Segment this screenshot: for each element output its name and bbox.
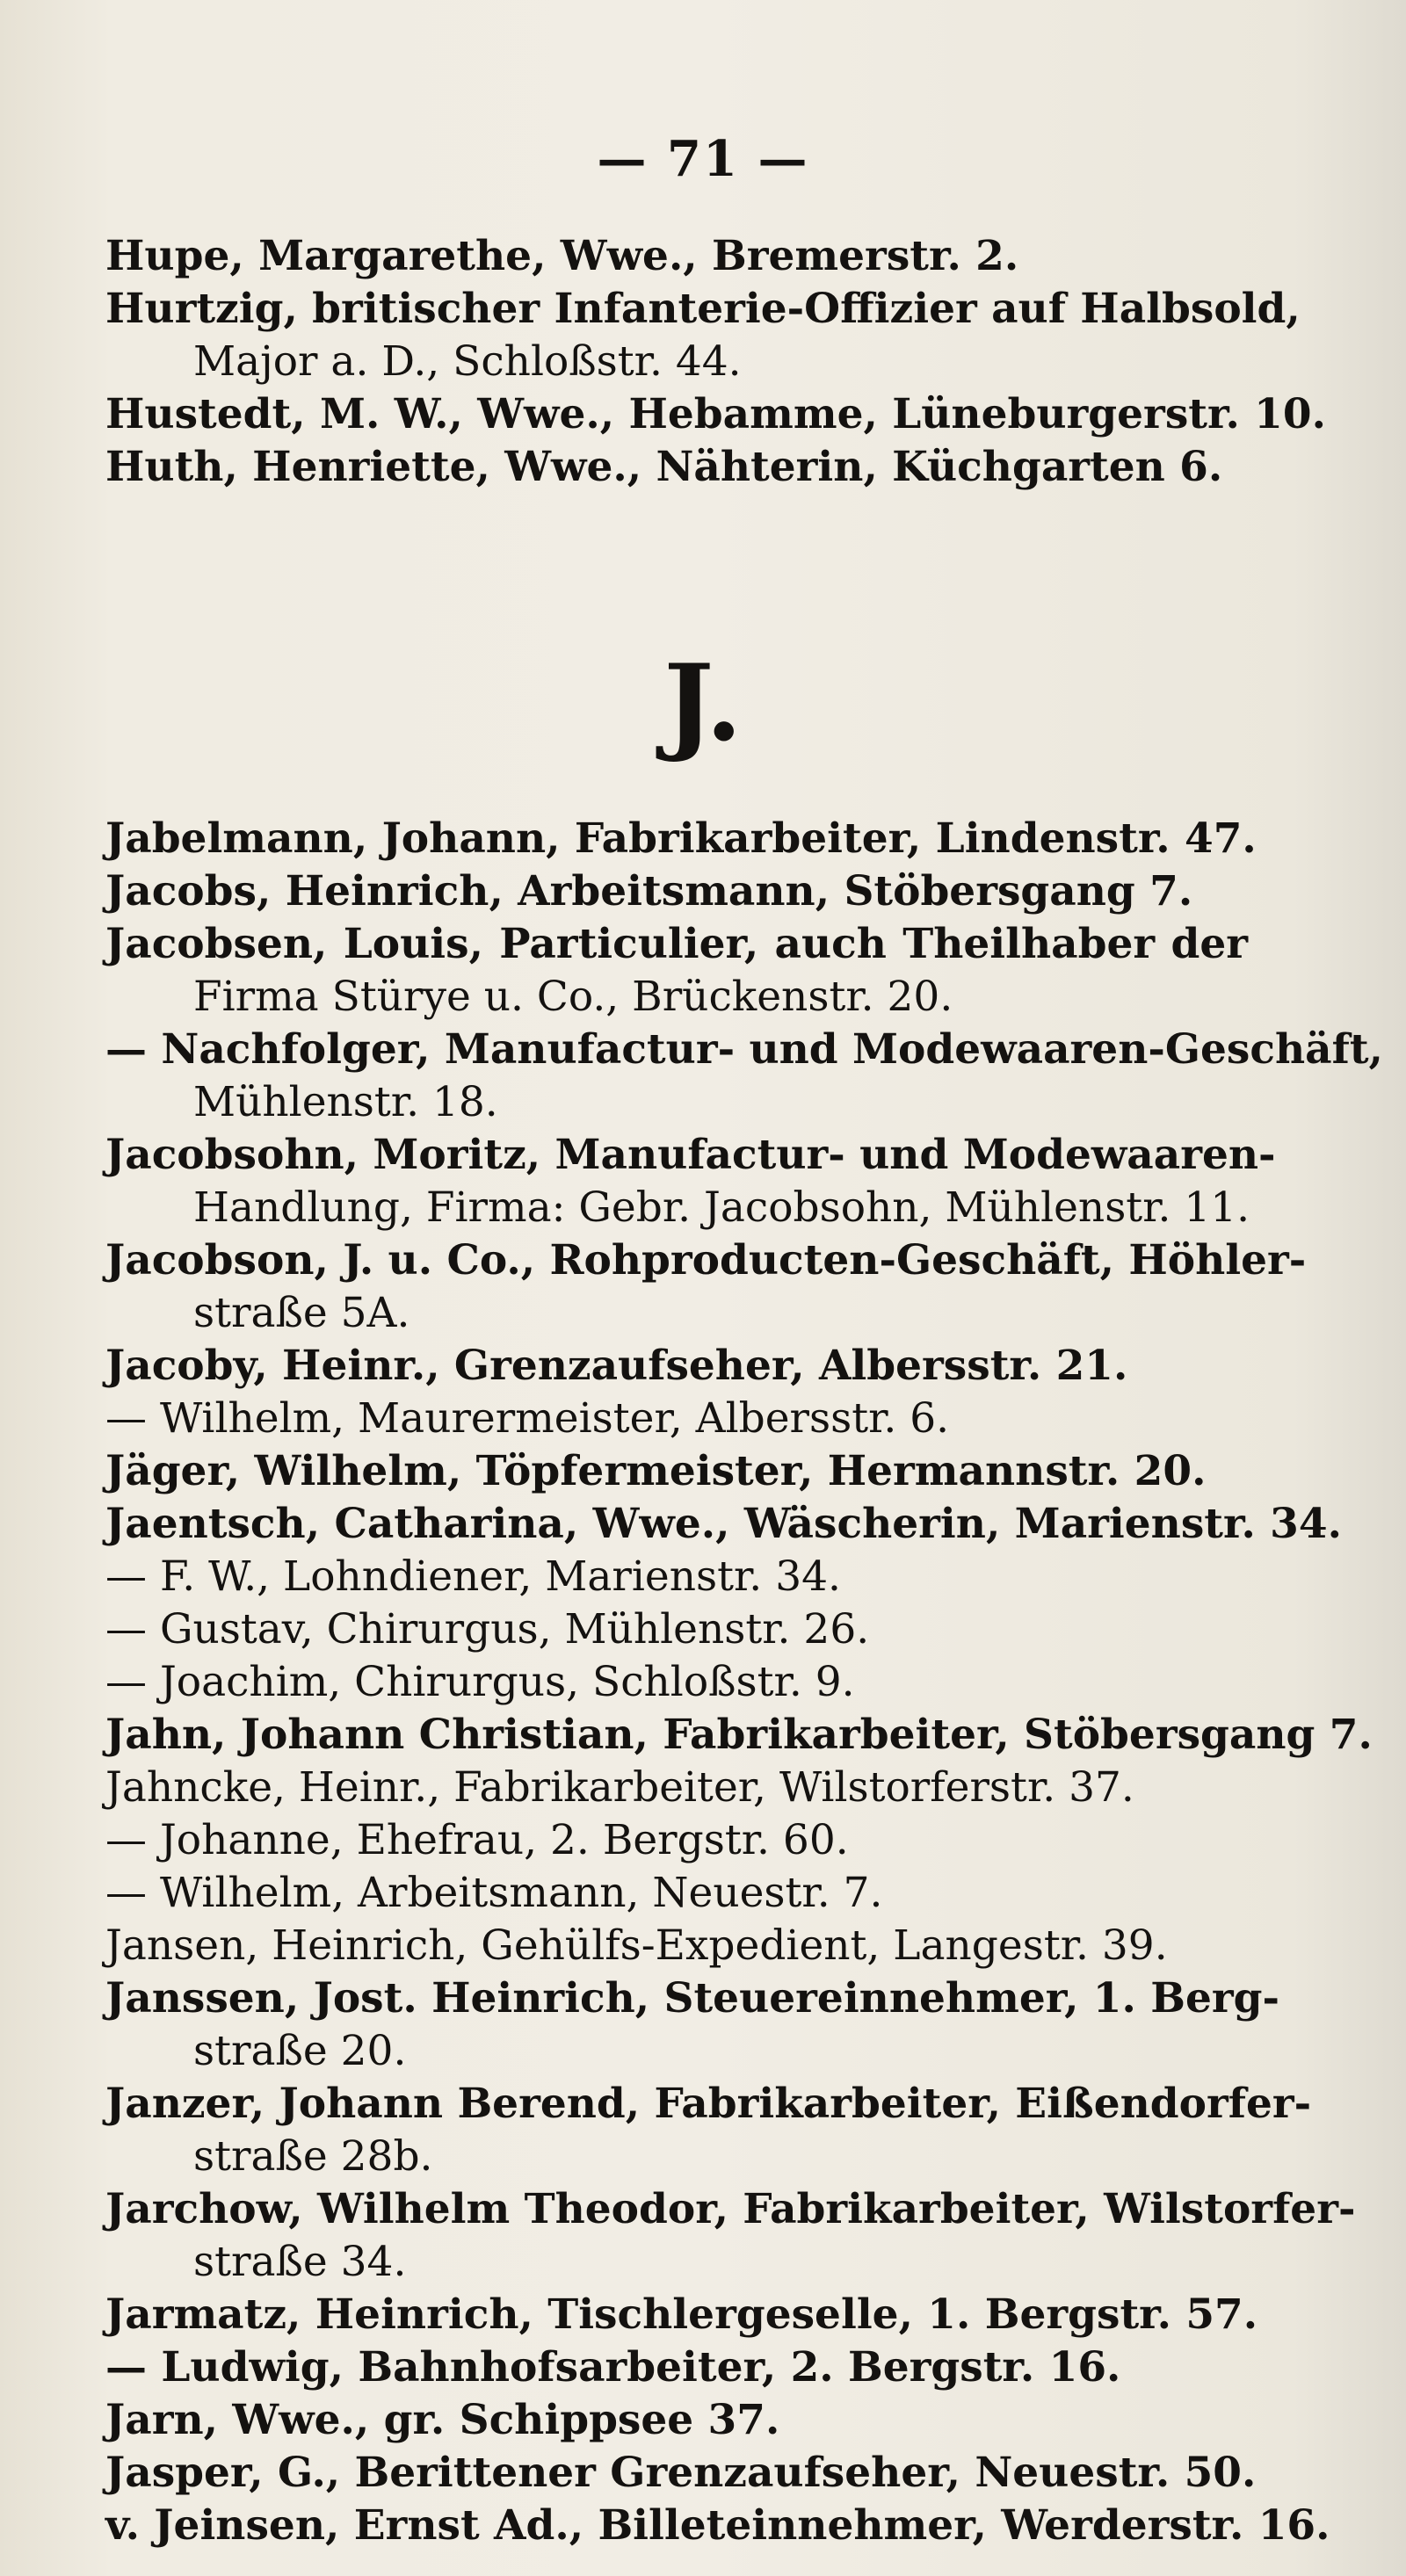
directory-entry-line: Jacobsen, Louis, Particulier, auch Theilhaber der: [105, 920, 1248, 968]
directory-entry-line: Hustedt, M. W., Wwe., Hebamme, Lüneburgerstr. 10.: [105, 390, 1326, 438]
directory-entry-line: — Nachfolger, Manufactur- und Modewaaren-Geschäft,: [105, 1025, 1383, 1074]
entries-list-main: [105, 813, 1383, 2552]
directory-entry-line: Jacobsohn, Moritz, Manufactur- und Modewaaren-: [105, 1131, 1276, 1179]
directory-entry-line: — Wilhelm, Maurermeister, Albersstr. 6.: [105, 1394, 950, 1443]
directory-entry-line: Jacobson, J. u. Co., Rohproducten-Geschäft, Höhler-: [105, 1236, 1307, 1284]
directory-entry-line: straße 20.: [193, 2027, 407, 2075]
directory-entry-line: Handlung, Firma: Gebr. Jacobsohn, Mühlenstr. 11.: [193, 1183, 1250, 1232]
directory-entry-line: Mühlenstr. 18.: [193, 1078, 498, 1126]
entries-list-top: [105, 230, 1326, 494]
directory-entry-line: Firma Stürye u. Co., Brückenstr. 20.: [193, 973, 953, 1021]
directory-entry-line: Hurtzig, britischer Infanterie-Offizier auf Halbsold,: [105, 285, 1301, 333]
directory-entry-line: Major a. D., Schloßstr. 44.: [193, 337, 742, 386]
directory-entry-line: Jahncke, Heinr., Fabrikarbeiter, Wilstorferstr. 37.: [105, 1763, 1134, 1812]
section-heading-letter: J.: [663, 641, 743, 765]
directory-entry-line: Jasper, G., Berittener Grenzaufseher, Neuestr. 50.: [105, 2449, 1257, 2497]
directory-entry-line: Jarn, Wwe., gr. Schippsee 37.: [105, 2396, 780, 2444]
directory-entry-line: — F. W., Lohndiener, Marienstr. 34.: [105, 1552, 841, 1601]
directory-entry-line: Janssen, Jost. Heinrich, Steuereinnehmer, 1. Berg-: [105, 1974, 1279, 2022]
directory-entry-line: Jacobs, Heinrich, Arbeitsmann, Stöbersgang 7.: [105, 867, 1193, 915]
directory-entry-line: Jäger, Wilhelm, Töpfermeister, Hermannstr. 20.: [105, 1447, 1207, 1495]
directory-entry-line: — Ludwig, Bahnhofsarbeiter, 2. Bergstr. 16.: [105, 2343, 1121, 2391]
directory-entry-line: v. Jeinsen, Ernst Ad., Billeteinnehmer, Werderstr. 16.: [105, 2501, 1330, 2550]
directory-entry-line: Jarchow, Wilhelm Theodor, Fabrikarbeiter, Wilstorfer-: [105, 2185, 1356, 2233]
directory-entry-line: Hupe, Margarethe, Wwe., Bremerstr. 2.: [105, 232, 1019, 280]
directory-entry-line: straße 34.: [193, 2238, 407, 2286]
directory-entry-line: — Wilhelm, Arbeitsmann, Neuestr. 7.: [105, 1869, 883, 1917]
directory-entry-line: straße 28b.: [193, 2132, 433, 2181]
directory-entry-line: — Joachim, Chirurgus, Schloßstr. 9.: [105, 1658, 855, 1706]
directory-entry-line: — Johanne, Ehefrau, 2. Bergstr. 60.: [105, 1816, 849, 1864]
directory-entry-line: Jacoby, Heinr., Grenzaufseher, Albersstr. 21.: [105, 1342, 1128, 1390]
directory-entry-line: Jabelmann, Johann, Fabrikarbeiter, Lindenstr. 47.: [105, 814, 1257, 863]
directory-entry-line: Huth, Henriette, Wwe., Nähterin, Küchgarten 6.: [105, 443, 1223, 491]
directory-entry-line: — Gustav, Chirurgus, Mühlenstr. 26.: [105, 1605, 870, 1653]
directory-entry-line: straße 5A.: [193, 1289, 410, 1337]
directory-entry-line: Jahn, Johann Christian, Fabrikarbeiter, Stöbersgang 7.: [105, 1711, 1373, 1759]
directory-entry-line: Jansen, Heinrich, Gehülfs-Expedient, Langestr. 39.: [105, 1921, 1168, 1970]
page-number: — 71 —: [597, 130, 809, 188]
directory-entry-line: Jarmatz, Heinrich, Tischlergeselle, 1. Bergstr. 57.: [105, 2290, 1258, 2339]
directory-entry-line: Jaentsch, Catharina, Wwe., Wäscherin, Marienstr. 34.: [105, 1500, 1342, 1548]
directory-entry-line: Janzer, Johann Berend, Fabrikarbeiter, Eißendorfer-: [105, 2080, 1312, 2128]
